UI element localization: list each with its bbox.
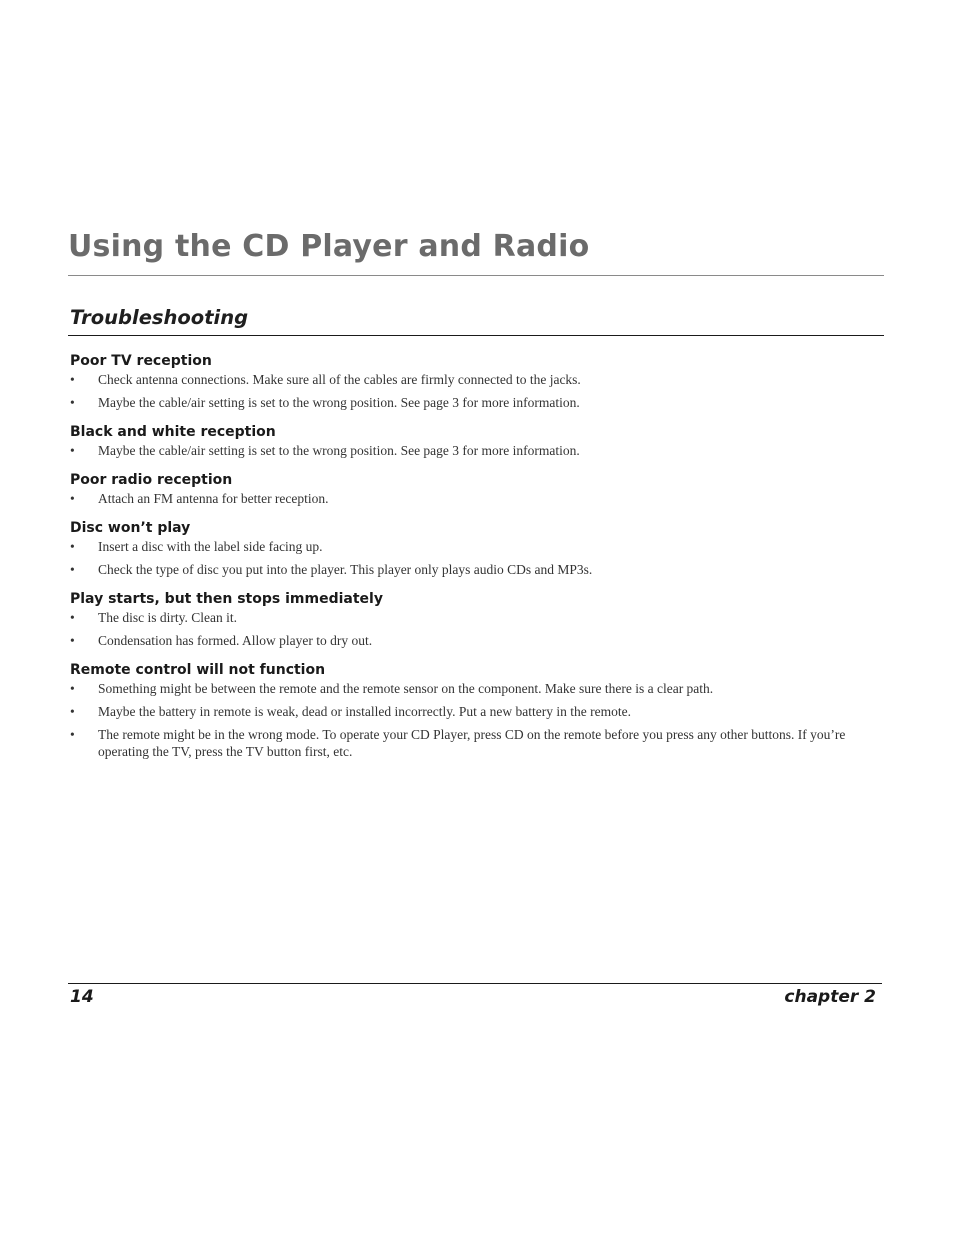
bullet-icon: • <box>70 727 75 742</box>
list-item <box>70 490 860 507</box>
bullet-icon: • <box>70 633 75 648</box>
footer-divider <box>68 983 882 984</box>
group-heading: Disc won’t play <box>70 520 191 536</box>
section-title: Troubleshooting <box>70 306 249 329</box>
bullet-icon: • <box>70 562 75 577</box>
list-item <box>70 371 860 388</box>
list-item <box>70 561 860 578</box>
list-item-text: Insert a disc with the label side facing up. <box>98 539 323 554</box>
list-item-text: Maybe the cable/air setting is set to the wrong position. See page 3 for more information. <box>98 395 580 410</box>
chapter-title: Using the CD Player and Radio <box>68 229 590 264</box>
list-item-text: The remote might be in the wrong mode. To operate your CD Player, press CD on the remote before you press any other buttons. If you’re operating the TV, press the TV button first, etc. <box>98 727 846 759</box>
bullet-list <box>70 680 860 760</box>
list-item-text: Attach an FM antenna for better reception. <box>98 491 329 506</box>
bullet-list <box>70 442 860 459</box>
list-item <box>70 703 860 720</box>
bullet-list <box>70 609 860 649</box>
list-item-text: The disc is dirty. Clean it. <box>98 610 237 625</box>
bullet-icon: • <box>70 704 75 719</box>
list-item <box>70 632 860 649</box>
group-play-stops <box>70 589 860 649</box>
group-remote-control <box>70 660 860 760</box>
bullet-icon: • <box>70 491 75 506</box>
bullet-icon: • <box>70 681 75 696</box>
list-item <box>70 538 860 555</box>
list-item-text: Check the type of disc you put into the player. This player only plays audio CDs and MP3s. <box>98 562 593 577</box>
list-item <box>70 394 860 411</box>
list-item-text: Check antenna connections. Make sure all of the cables are firmly connected to the jacks. <box>98 372 581 387</box>
group-black-white-reception <box>70 422 860 459</box>
bullet-icon: • <box>70 443 75 458</box>
list-item-text: Something might be between the remote and the remote sensor on the component. Make sure there is a clear path. <box>98 681 714 696</box>
group-heading: Poor radio reception <box>70 472 233 488</box>
chapter-label: chapter 2 <box>784 987 876 1007</box>
list-item <box>70 442 860 459</box>
troubleshooting-list <box>70 351 860 771</box>
list-item <box>70 726 860 760</box>
bullet-list <box>70 538 860 578</box>
bullet-list <box>70 371 860 411</box>
group-heading: Black and white reception <box>70 424 276 440</box>
group-heading: Poor TV reception <box>70 353 212 369</box>
group-poor-radio-reception <box>70 470 860 507</box>
bullet-icon: • <box>70 395 75 410</box>
list-item-text: Maybe the cable/air setting is set to the wrong position. See page 3 for more information. <box>98 443 580 458</box>
page-number: 14 <box>70 987 94 1007</box>
bullet-icon: • <box>70 539 75 554</box>
list-item-text: Condensation has formed. Allow player to dry out. <box>98 633 373 648</box>
bullet-list <box>70 490 860 507</box>
list-item <box>70 680 860 697</box>
list-item <box>70 609 860 626</box>
bullet-icon: • <box>70 610 75 625</box>
section-divider <box>68 335 884 336</box>
group-heading: Play starts, but then stops immediately <box>70 591 383 607</box>
list-item-text: Maybe the battery in remote is weak, dead or installed incorrectly. Put a new battery in the remote. <box>98 704 631 719</box>
group-disc-wont-play <box>70 518 860 578</box>
bullet-icon: • <box>70 372 75 387</box>
group-heading: Remote control will not function <box>70 662 326 678</box>
group-poor-tv-reception <box>70 351 860 411</box>
title-divider <box>68 275 884 276</box>
